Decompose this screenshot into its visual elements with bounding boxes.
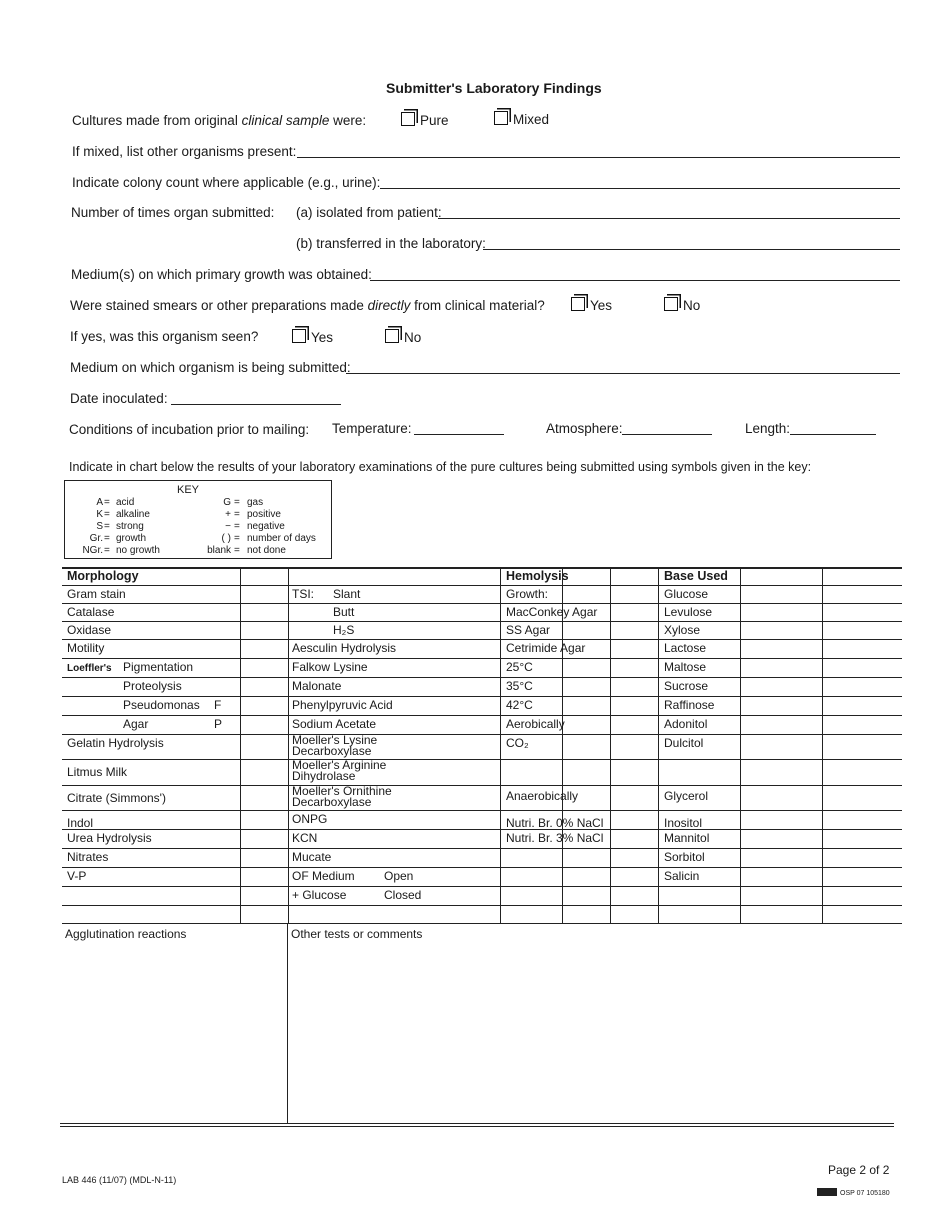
table-row-line [62, 696, 902, 697]
smears-no-checkbox[interactable]: No [664, 297, 700, 313]
cultures-label: Cultures made from original clinical sample were: [72, 113, 367, 128]
table-row-line [62, 886, 902, 887]
medium-submitted-label: Medium on which organism is being submitted: [70, 360, 351, 375]
table-cell-biochem: Mucate [292, 850, 332, 864]
table-cell-morphology: Proteolysis [123, 679, 182, 693]
key-equals: = [234, 545, 240, 556]
table-row-line [62, 567, 902, 569]
key-equals: = [104, 509, 110, 520]
seen-yes-checkbox[interactable]: Yes [292, 329, 333, 345]
table-cell-carbohydrate: Levulose [664, 605, 713, 619]
gpo-mark: OSP 07 105180 [817, 1188, 890, 1197]
key-symbol: ( ) [221, 533, 231, 544]
table-cell-carbohydrate: Sucrose [664, 679, 709, 693]
table-cell-biochem: Moeller's Arginine Dihydrolase [292, 758, 387, 783]
table-row-line [62, 923, 902, 924]
table-cell-carbohydrate: Xylose [664, 623, 701, 637]
key-meaning: number of days [247, 533, 316, 544]
colony-label: Indicate colony count where applicable (e.g., urine): [72, 175, 381, 190]
form-id: LAB 446 (11/07) (MDL-N-11) [62, 1175, 177, 1185]
key-equals: = [104, 497, 110, 508]
key-meaning: acid [116, 497, 135, 508]
table-cell-biochem: TSI: [292, 587, 315, 601]
table-col-line [500, 567, 501, 923]
table-cell-agar-p: P [214, 717, 223, 731]
key-equals: = [234, 521, 240, 532]
table-cell-growth: Aerobically [506, 717, 565, 731]
table-cell-growth: Nutri. Br. 0% NaCl [506, 816, 604, 830]
key-equals: = [104, 533, 110, 544]
table-cell-carbohydrate: Dulcitol [664, 736, 704, 750]
key-meaning: positive [247, 509, 281, 520]
table-cell-morphology: Motility [67, 641, 105, 655]
table-row-line [62, 585, 902, 586]
key-meaning: negative [247, 521, 285, 532]
table-cell-carbohydrate: Mannitol [664, 831, 710, 845]
table-cell-biochem: Phenylpyruvic Acid [292, 698, 393, 712]
key-equals: = [234, 533, 240, 544]
times-a-field[interactable] [438, 218, 900, 219]
table-cell-biochem: Falkow Lysine [292, 660, 368, 674]
table-cell-growth: 25°C [506, 660, 533, 674]
key-meaning: growth [116, 533, 147, 544]
table-row-line [62, 658, 902, 659]
key-equals: = [104, 521, 110, 532]
table-row-line [62, 785, 902, 786]
seen-no-checkbox[interactable]: No [385, 329, 421, 345]
medium-primary-label: Medium(s) on which primary growth was obtained: [71, 267, 372, 282]
key-symbol: G [223, 497, 231, 508]
table-cell-morphology: Morphology [67, 569, 139, 583]
table-cell-carbohydrate: Salicin [664, 869, 700, 883]
table-cell-growth: Hemolysis [506, 569, 569, 583]
table-cell-morphology: Indol [67, 816, 94, 830]
key-meaning: no growth [116, 545, 160, 556]
bottom-rule-1 [60, 1123, 894, 1124]
table-cell-pseudo-f: F [214, 698, 222, 712]
table-row-line [62, 621, 902, 622]
table-cell-biochem: Moeller's Lysine Decarboxylase [292, 733, 378, 758]
mixed-checkbox[interactable]: Mixed [494, 111, 549, 127]
table-cell-carbohydrate: Maltose [664, 660, 707, 674]
table-cell-carbohydrate: Sorbitol [664, 850, 705, 864]
table-cell-morphology: Nitrates [67, 850, 109, 864]
times-a-label: (a) isolated from patient: [296, 205, 442, 220]
times-label: Number of times organ submitted: [71, 205, 275, 220]
results-table [62, 567, 902, 923]
medium-primary-field[interactable] [370, 280, 900, 281]
key-title: KEY [177, 484, 200, 496]
table-cell-morphology: Urea Hydrolysis [67, 831, 152, 845]
key-symbol: − [225, 521, 231, 532]
table-col-line [240, 567, 241, 923]
table-cell-carbohydrate: Adonitol [664, 717, 708, 731]
table-row-line [62, 715, 902, 716]
comments-area[interactable] [290, 944, 890, 1120]
times-b-field[interactable] [483, 249, 900, 250]
table-row-line [62, 639, 902, 640]
table-cell-morphology: Oxidase [67, 623, 112, 637]
gpo-logo-icon [817, 1188, 837, 1196]
table-cell-morphology: Gelatin Hydrolysis [67, 736, 164, 750]
table-cell-growth: MacConkey Agar [506, 605, 598, 619]
medium-submitted-field[interactable] [346, 373, 900, 374]
table-cell-growth: Cetrimide Agar [506, 641, 586, 655]
key-equals: = [234, 497, 240, 508]
atmosphere-label: Atmosphere: [546, 421, 623, 436]
key-symbol: Gr. [89, 533, 103, 544]
table-cell-carbohydrate: Raffinose [664, 698, 715, 712]
table-col-line [822, 567, 823, 923]
table-cell-biochem: Slant [333, 587, 361, 601]
table-cell-biochem: Sodium Acetate [292, 717, 377, 731]
table-cell-morphology: Agar [123, 717, 149, 731]
table-cell-morphology: Pigmentation [123, 660, 194, 674]
table-cell-loeffler: Loeffler's [67, 663, 112, 674]
key-meaning: alkaline [116, 509, 150, 520]
seen-label: If yes, was this organism seen? [70, 329, 259, 344]
key-meaning: gas [247, 497, 264, 508]
table-cell-morphology: Gram stain [67, 587, 126, 601]
table-cell-morphology: Catalase [67, 605, 115, 619]
table-cell-morphology: Litmus Milk [67, 765, 128, 779]
date-inoculated-field[interactable] [171, 404, 341, 405]
key-box [64, 480, 332, 559]
temperature-field[interactable] [414, 434, 504, 435]
table-cell-growth: CO₂ [506, 736, 529, 750]
table-cell-carbohydrate: Base Used [664, 569, 728, 583]
table-cell-biochem: KCN [292, 831, 318, 845]
table-cell-biochem: Open [384, 869, 414, 883]
key-equals: = [104, 545, 110, 556]
checkbox-icon [494, 111, 508, 125]
page-title: Submitter's Laboratory Findings [386, 80, 602, 96]
table-row-line [62, 905, 902, 906]
table-cell-growth: Nutri. Br. 3% NaCl [506, 831, 604, 845]
conditions-label: Conditions of incubation prior to mailing: [69, 422, 310, 437]
checkbox-icon [292, 329, 306, 343]
table-cell-carbohydrate: Glycerol [664, 789, 709, 803]
key-symbol: + [225, 509, 231, 520]
key-symbol: S [96, 521, 103, 532]
table-col-line [610, 567, 611, 923]
checkbox-icon [401, 112, 415, 126]
table-cell-biochem: Butt [333, 605, 355, 619]
table-cell-biochem: + Glucose [292, 888, 347, 902]
temperature-label: Temperature: [332, 421, 412, 436]
mixed-label: If mixed, list other organisms present: [72, 144, 297, 159]
table-row-line [62, 867, 902, 868]
table-cell-growth: Anaerobically [506, 789, 579, 803]
table-cell-growth: 35°C [506, 679, 533, 693]
table-cell-morphology: Pseudomonas [123, 698, 200, 712]
table-cell-growth: Growth: [506, 587, 549, 601]
bottom-rule-2 [60, 1126, 894, 1127]
checkbox-icon [664, 297, 678, 311]
table-cell-biochem: Moeller's Ornithine Decarboxylase [292, 784, 392, 809]
agglutination-area[interactable] [62, 944, 284, 1120]
table-cell-morphology: Citrate (Simmons') [67, 791, 166, 805]
table-col-line [740, 567, 741, 923]
key-meaning: not done [247, 545, 286, 556]
other-tests-label: Other tests or comments [291, 927, 423, 941]
table-row-line [62, 603, 902, 604]
table-cell-morphology: V-P [67, 869, 87, 883]
atmosphere-field[interactable] [622, 434, 712, 435]
key-equals: = [234, 509, 240, 520]
instructions: Indicate in chart below the results of your laboratory examinations of the pure cultures being submitted using symbols given in the key: [69, 460, 812, 474]
smears-label: Were stained smears or other preparations made directly from clinical material? [70, 298, 545, 313]
table-cell-biochem: H₂S [333, 623, 355, 637]
table-cell-biochem: Closed [384, 888, 422, 902]
colony-field[interactable] [380, 188, 900, 189]
smears-yes-checkbox[interactable]: Yes [571, 297, 612, 313]
key-symbol: blank [207, 545, 231, 556]
page-number: Page 2 of 2 [828, 1163, 890, 1177]
comments-divider [287, 923, 288, 1123]
length-field[interactable] [790, 434, 876, 435]
date-inoculated-label: Date inoculated: [70, 391, 168, 406]
key-symbol: A [96, 497, 103, 508]
table-cell-carbohydrate: Lactose [664, 641, 707, 655]
table-row-line [62, 829, 902, 830]
table-cell-carbohydrate: Glucose [664, 587, 709, 601]
table-cell-growth: SS Agar [506, 623, 551, 637]
table-cell-biochem: Malonate [292, 679, 342, 693]
table-row-line [62, 810, 902, 811]
table-col-line [658, 567, 659, 923]
table-row-line [62, 677, 902, 678]
times-b-label: (b) transferred in the laboratory: [296, 236, 486, 251]
table-row-line [62, 734, 902, 735]
table-cell-carbohydrate: Inositol [664, 816, 703, 830]
table-col-line [562, 567, 563, 923]
table-row-line [62, 848, 902, 849]
pure-checkbox[interactable]: Pure [401, 112, 449, 128]
agglutination-label: Agglutination reactions [65, 927, 187, 941]
table-cell-biochem: OF Medium [292, 869, 355, 883]
mixed-field[interactable] [297, 157, 900, 158]
table-cell-biochem: Aesculin Hydrolysis [292, 641, 397, 655]
table-col-line [288, 567, 289, 923]
key-meaning: strong [116, 521, 144, 532]
checkbox-icon [385, 329, 399, 343]
table-cell-growth: 42°C [506, 698, 533, 712]
key-symbol: K [96, 509, 103, 520]
length-label: Length: [745, 421, 791, 436]
table-row-line [62, 759, 902, 760]
key-symbol: NGr. [82, 545, 103, 556]
checkbox-icon [571, 297, 585, 311]
table-cell-biochem: ONPG [292, 812, 328, 826]
